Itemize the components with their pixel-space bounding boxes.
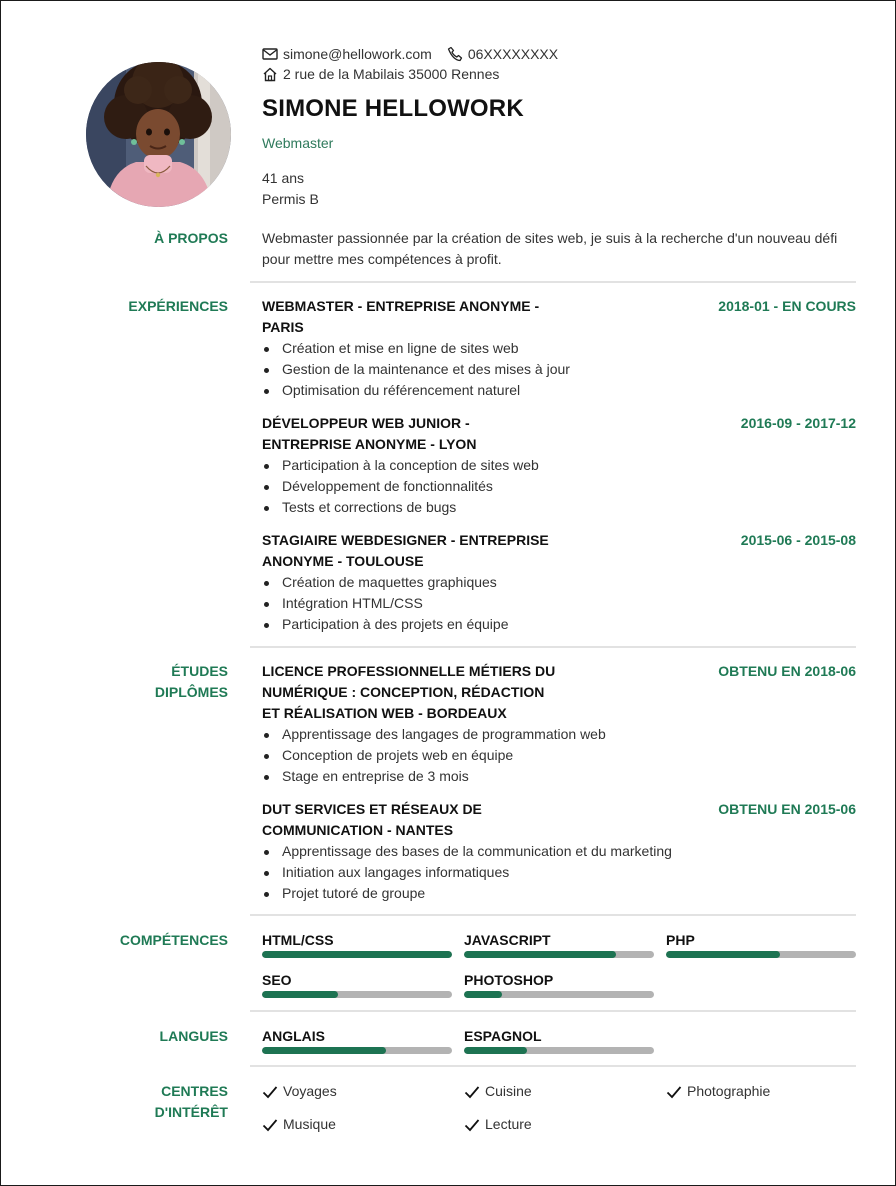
education-date: OBTENU EN 2015-06 (718, 801, 856, 817)
skill-item (464, 930, 654, 958)
check-icon (262, 1118, 278, 1132)
skill-level-bar (464, 951, 654, 958)
bullet-item: Conception de projets web en équipe (262, 745, 856, 766)
language-level-fill (464, 1047, 527, 1054)
experience-bullets (262, 338, 856, 401)
check-icon (464, 1118, 480, 1132)
bullet-item: Tests et corrections de bugs (262, 497, 856, 518)
section-label-languages: LANGUES (159, 1028, 228, 1044)
skill-level-bar (464, 991, 654, 998)
hobby-item (666, 1081, 856, 1102)
experience-title: DÉVELOPPEUR WEB JUNIOR - ENTREPRISE ANONYME - LYON (262, 415, 477, 452)
section-label-line: D'INTÉRÊT (154, 1104, 228, 1120)
skill-level-bar (666, 951, 856, 958)
phone-text: 06XXXXXXXX (467, 46, 559, 62)
driving-license: Permis B (262, 191, 319, 207)
mail-icon (262, 47, 278, 61)
skill-level-bar (262, 951, 452, 958)
education-entry (262, 799, 856, 904)
hobby-label: Musique (283, 1116, 336, 1132)
skill-level-fill (666, 951, 780, 958)
address-item (262, 64, 499, 84)
section-label-line: ÉTUDES (171, 663, 228, 679)
skill-name: PHP (666, 932, 695, 948)
address-text: 2 rue de la Mabilais 35000 Rennes (283, 66, 500, 82)
skill-name: JAVASCRIPT (464, 932, 551, 948)
skill-item (464, 970, 654, 998)
candidate-name: SIMONE HELLOWORK (262, 95, 524, 122)
hobby-item (464, 1081, 666, 1102)
divider (250, 646, 856, 648)
language-name: ESPAGNOL (464, 1028, 542, 1044)
check-icon (666, 1085, 682, 1099)
skill-name: PHOTOSHOP (464, 972, 554, 988)
skill-level-fill (464, 951, 616, 958)
hobby-item (464, 1114, 666, 1135)
divider (250, 1065, 856, 1067)
education-list (262, 661, 856, 916)
experience-title: STAGIAIRE WEBDESIGNER - ENTREPRISE ANONYME - TOULOUSE (262, 532, 549, 569)
section-label-hobbies (155, 1081, 228, 1123)
section-label-line: DIPLÔMES (154, 684, 228, 700)
hobbies-grid (262, 1081, 856, 1135)
experience-date: 2018-01 - EN COURS (718, 298, 856, 314)
experience-title: WEBMASTER - ENTREPRISE ANONYME - PARIS (262, 298, 540, 335)
skill-level-bar (262, 991, 452, 998)
languages-grid (262, 1026, 856, 1054)
education-date: OBTENU EN 2018-06 (718, 663, 856, 679)
education-title: DUT SERVICES ET RÉSEAUX DE COMMUNICATION - NANTES (262, 801, 482, 838)
section-label-experience: EXPÉRIENCES (128, 298, 228, 314)
language-name: ANGLAIS (262, 1028, 325, 1044)
skill-item (262, 930, 452, 958)
skill-level-fill (262, 951, 452, 958)
hobby-label: Lecture (485, 1116, 532, 1132)
bullet-item: Optimisation du référencement naturel (262, 380, 856, 401)
skill-name: SEO (262, 972, 292, 988)
experience-entry (262, 413, 856, 518)
skill-name: HTML/CSS (262, 932, 334, 948)
education-entry (262, 661, 856, 787)
about-text: Webmaster passionnée par la création de sites web, je suis à la recherche d'un nouveau défi pour mettre mes compétences à profit. (262, 230, 838, 267)
education-title: LICENCE PROFESSIONNELLE MÉTIERS DU NUMÉRIQUE : CONCEPTION, RÉDACTION ET RÉALISATION WEB - BORDEAUX (262, 663, 556, 721)
experience-date: 2015-06 - 2015-08 (740, 532, 856, 548)
language-item (262, 1026, 452, 1054)
divider (250, 281, 856, 283)
age: 41 ans (262, 170, 305, 186)
experience-date: 2016-09 - 2017-12 (740, 415, 856, 431)
skills-grid (262, 930, 856, 998)
experience-bullets (262, 572, 856, 635)
education-bullets (262, 841, 856, 904)
section-label-education (155, 661, 228, 703)
check-icon (464, 1085, 480, 1099)
language-level-bar (262, 1047, 452, 1054)
bullet-item: Participation à la conception de sites web (262, 455, 856, 476)
experience-entry (262, 296, 856, 401)
education-bullets (262, 724, 856, 787)
bullet-item: Développement de fonctionnalités (262, 476, 856, 497)
skill-level-fill (262, 991, 338, 998)
bullet-item: Apprentissage des langages de programmation web (262, 724, 856, 745)
section-label-skills: COMPÉTENCES (119, 932, 228, 948)
email-text: simone@hellowork.com (283, 46, 432, 62)
experience-bullets (262, 455, 856, 518)
personal-info (262, 168, 856, 210)
bullet-item: Apprentissage des bases de la communication et du marketing (262, 841, 856, 862)
divider (250, 1010, 856, 1012)
contact-line-1 (262, 44, 856, 64)
bullet-item: Stage en entreprise de 3 mois (262, 766, 856, 787)
skill-item (666, 930, 856, 958)
bullet-item: Création de maquettes graphiques (262, 572, 856, 593)
hobby-label: Photographie (687, 1083, 771, 1099)
contact-line-2 (262, 64, 856, 84)
hobby-item (262, 1114, 464, 1135)
bullet-item: Projet tutoré de groupe (262, 883, 856, 904)
phone-item[interactable] (447, 44, 558, 64)
phone-icon (447, 46, 463, 62)
experience-entry (262, 530, 856, 635)
experience-list (262, 296, 856, 647)
language-item (464, 1026, 654, 1054)
bullet-item: Gestion de la maintenance et des mises à jour (262, 359, 856, 380)
job-title: Webmaster (262, 135, 334, 151)
section-label-about: À PROPOS (154, 230, 228, 246)
bullet-item: Participation à des projets en équipe (262, 614, 856, 635)
check-icon (262, 1085, 278, 1099)
bullet-item: Création et mise en ligne de sites web (262, 338, 856, 359)
home-icon (262, 67, 278, 82)
language-level-fill (262, 1047, 386, 1054)
email-item[interactable] (262, 44, 432, 64)
skill-item (262, 970, 452, 998)
profile-photo (86, 62, 231, 207)
bullet-item: Initiation aux langages informatiques (262, 862, 856, 883)
section-label-line: CENTRES (161, 1083, 228, 1099)
divider (250, 914, 856, 916)
language-level-bar (464, 1047, 654, 1054)
bullet-item: Intégration HTML/CSS (262, 593, 856, 614)
resume-header (262, 44, 856, 210)
hobby-label: Voyages (283, 1083, 337, 1099)
hobby-label: Cuisine (485, 1083, 532, 1099)
hobby-item (262, 1081, 464, 1102)
skill-level-fill (464, 991, 502, 998)
